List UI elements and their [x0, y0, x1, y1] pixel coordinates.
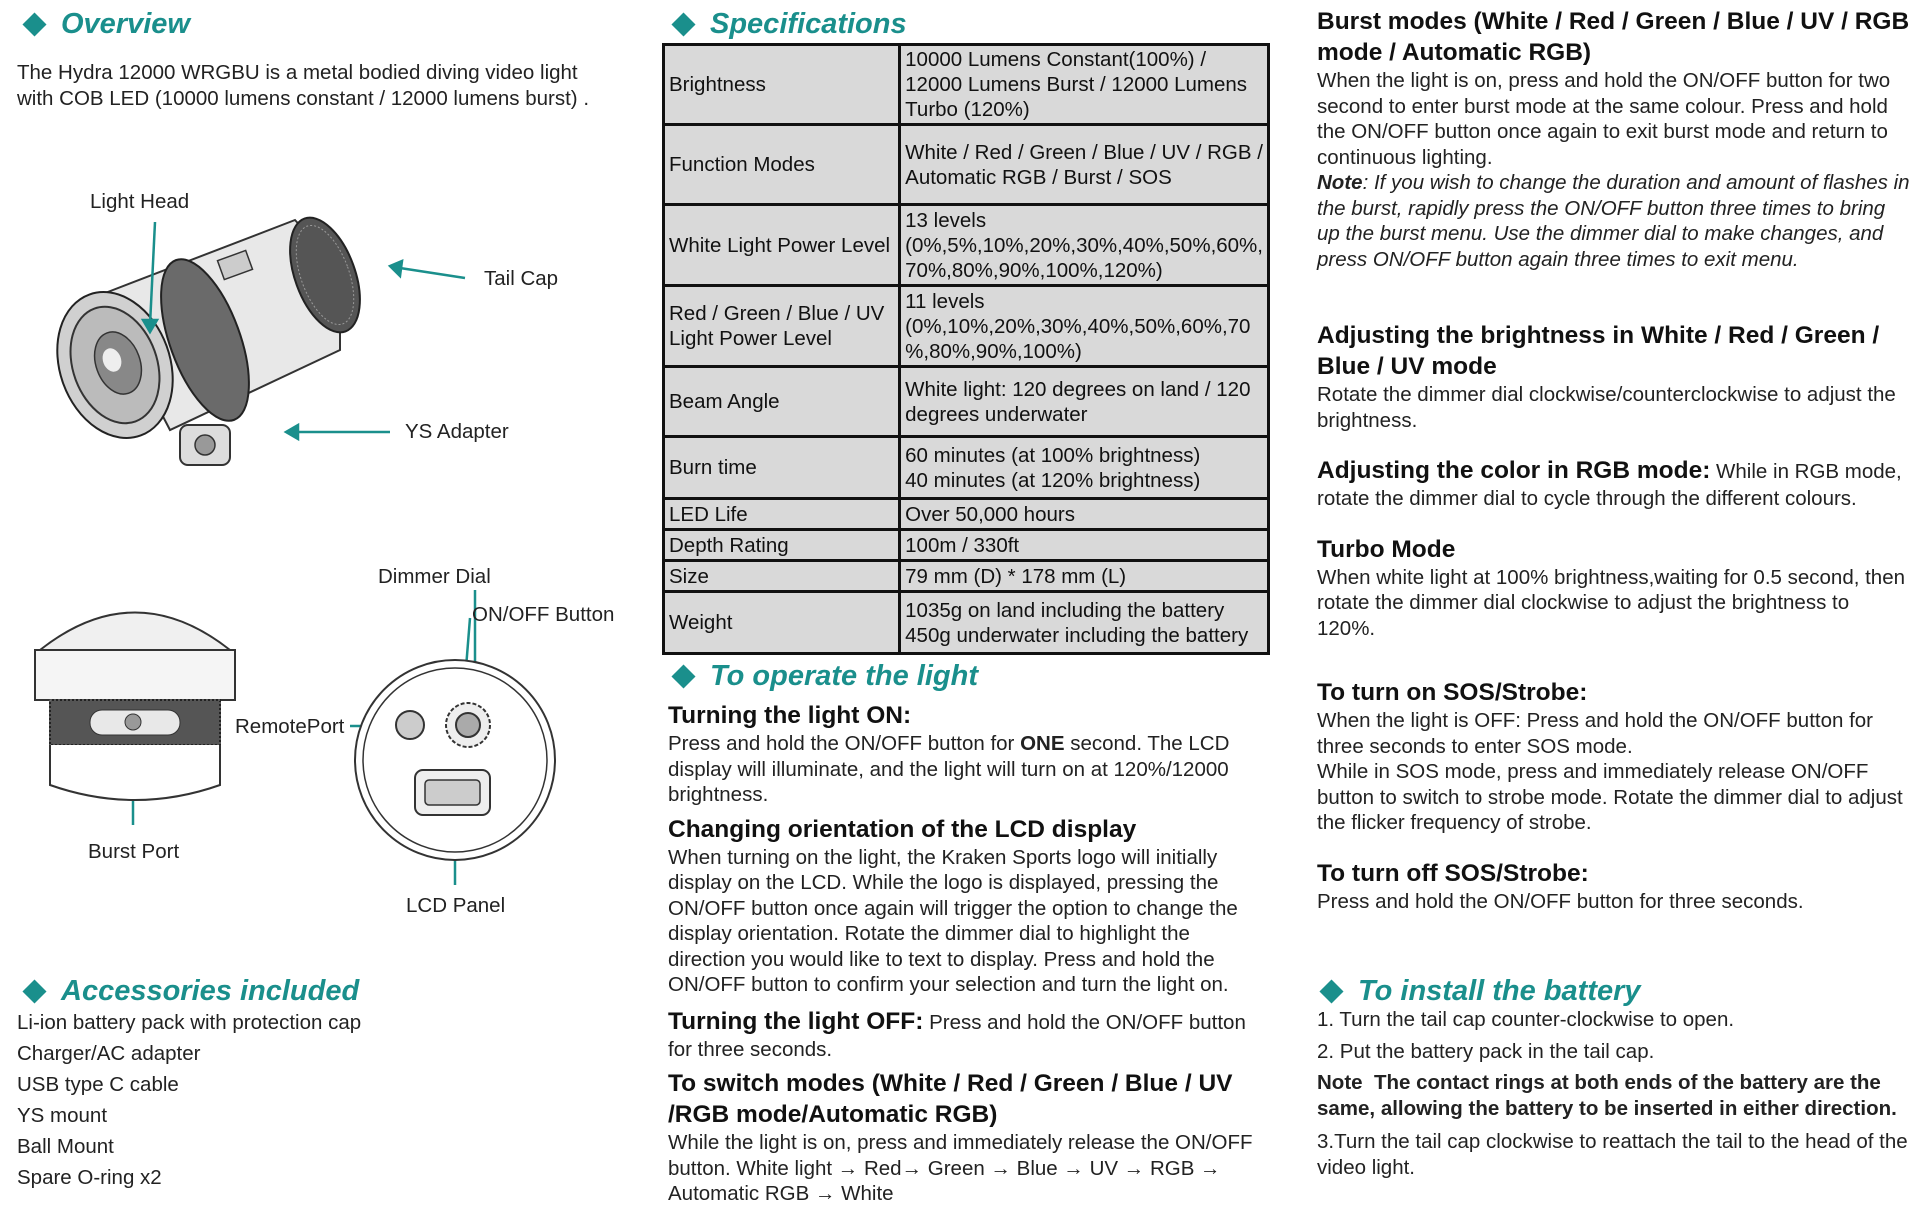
- table-row: [664, 286, 1269, 367]
- table-row: [664, 367, 1269, 437]
- diamond-bullet-icon: [671, 664, 695, 688]
- table-row: [664, 437, 1269, 499]
- spec-value: 60 minutes (at 100% brightness) 40 minutes (at 120% brightness): [900, 437, 1269, 499]
- spec-value: 10000 Lumens Constant(100%) / 12000 Lumens Burst / 12000 Lumens Turbo (120%): [900, 45, 1269, 125]
- label-burst-port: Burst Port: [88, 840, 180, 863]
- list-item: Spare O-ring x2: [17, 1166, 162, 1189]
- sos-on-text-2: While in SOS mode, press and immediately release ON/OFF button to switch to strobe mode. Rotate the dimmer dial to adjust the flicker frequency of strobe.: [1317, 760, 1903, 834]
- diamond-bullet-icon: [1319, 979, 1343, 1003]
- specifications-title: Specifications: [675, 8, 907, 41]
- label-tail-cap: Tail Cap: [484, 267, 559, 290]
- sos-off-text: Press and hold the ON/OFF button for three seconds.: [1317, 889, 1804, 913]
- turn-on-text: Press and hold the ON/OFF button for ONE second. The LCD display will illuminate, and the light will turn on at 120%/12000 brightness.: [668, 732, 1230, 806]
- spec-key: Depth Rating: [664, 530, 900, 561]
- spec-key: Beam Angle: [664, 367, 900, 437]
- spec-key: Size: [664, 561, 900, 592]
- rear-view: [350, 655, 560, 865]
- operate-content: [668, 700, 1268, 1207]
- list-item: Li-ion battery pack with protection cap: [17, 1011, 362, 1034]
- spec-value: 1035g on land including the battery 450g underwater including the battery: [900, 592, 1269, 654]
- battery-title: To install the battery: [1323, 975, 1641, 1008]
- turn-off-block: [668, 1006, 1268, 1063]
- battery-step-3: 3.Turn the tail cap clockwise to reattach the tail to the head of the video light.: [1317, 1130, 1908, 1179]
- brightness-heading: Adjusting the brightness in White / Red / Green / Blue / UV mode: [1317, 322, 1880, 380]
- diamond-bullet-icon: [671, 12, 695, 36]
- spec-key: Weight: [664, 592, 900, 654]
- table-row: [664, 205, 1269, 286]
- burst-note: Note: If you wish to change the duration and amount of flashes in the burst, rapidly press the ON/OFF button three times to bring up the burst menu. Use the dimmer dial to make changes, and press ON/OFF button again three times to exit menu.: [1317, 171, 1910, 271]
- head-side-view: [30, 590, 240, 830]
- spec-value: 11 levels (0%,10%,20%,30%,40%,50%,60%,70 %,80%,90%,100%): [900, 286, 1269, 367]
- battery-content: [1317, 1007, 1912, 1180]
- burst-heading: Burst modes (White / Red / Green / Blue / UV / RGB mode / Automatic RGB): [1317, 8, 1910, 66]
- rgb-color-heading: Adjusting the color in RGB mode:: [1317, 457, 1711, 484]
- spec-key: White Light Power Level: [664, 205, 900, 286]
- spec-key: Brightness: [664, 45, 900, 125]
- spec-value: 79 mm (D) * 178 mm (L): [900, 561, 1269, 592]
- label-ys-adapter: YS Adapter: [405, 420, 509, 443]
- label-light-head: Light Head: [90, 190, 190, 213]
- brightness-text: Rotate the dimmer dial clockwise/counterclockwise to adjust the brightness.: [1317, 383, 1896, 432]
- lcd-orientation-text: When turning on the light, the Kraken Sports logo will initially display on the LCD. While the logo is displayed, pressing the ON/OFF button once again will trigger the option to change the display orientation. Rotate the dimmer dial to highlight the direction you would like to text to display. Press and hold the ON/OFF button to confirm your selection and turn the light on.: [668, 845, 1238, 996]
- list-item: Charger/AC adapter: [17, 1042, 201, 1065]
- list-item: USB type C cable: [17, 1073, 179, 1096]
- battery-note: Note The contact rings at both ends of the battery are the same, allowing the battery to be inserted in either direction.: [1317, 1071, 1897, 1120]
- rgb-color-text: While in RGB mode, rotate the dimmer dial to cycle through the different colours.: [1317, 460, 1902, 510]
- list-item: Ball Mount: [17, 1135, 114, 1158]
- turn-off-text: Press and hold the ON/OFF button for three seconds.: [668, 1010, 1246, 1061]
- sos-on-heading: To turn on SOS/Strobe:: [1317, 679, 1588, 706]
- specifications-table: [662, 43, 1270, 655]
- spec-value: White light: 120 degrees on land / 120 degrees underwater: [900, 367, 1269, 437]
- sos-off-heading: To turn off SOS/Strobe:: [1317, 859, 1589, 887]
- accessories-title: Accessories included: [26, 975, 359, 1008]
- spec-key: Burn time: [664, 437, 900, 499]
- overview-title: Overview: [26, 8, 190, 41]
- battery-step-1: 1. Turn the tail cap counter-clockwise to open.: [1317, 1008, 1735, 1031]
- table-row: [664, 45, 1269, 125]
- sos-on-text-1: When the light is OFF: Press and hold the ON/OFF button for three seconds to enter SOS mode.: [1317, 709, 1874, 758]
- burst-text: When the light is on, press and hold the ON/OFF button for two second to enter burst mode at the same colour. Press and hold the ON/OFF button once again to exit burst mode and return to continuous lighting.: [1317, 69, 1891, 169]
- switch-modes-text: While the light is on, press and immediately release the ON/OFF button. White light → Red→ Green → Blue → UV → RGB → Automatic RGB → White: [668, 1131, 1253, 1205]
- turn-off-heading: Turning the light OFF:: [668, 1007, 924, 1035]
- table-row: [664, 561, 1269, 592]
- right-column: [1317, 6, 1912, 914]
- rgb-color-block: [1317, 455, 1912, 512]
- label-lcd-panel: LCD Panel: [406, 894, 506, 917]
- battery-step-2: 2. Put the battery pack in the tail cap.: [1317, 1039, 1655, 1063]
- overview-text: The Hydra 12000 WRGBU is a metal bodied diving video light with COB LED (10000 lumens constant / 12000 lumens burst) .: [17, 61, 590, 110]
- table-row: [664, 592, 1269, 654]
- turbo-heading: Turbo Mode: [1317, 535, 1456, 563]
- spec-value: White / Red / Green / Blue / UV / RGB / Automatic RGB / Burst / SOS: [900, 125, 1269, 205]
- operate-title: To operate the light: [675, 660, 978, 693]
- table-row: [664, 530, 1269, 561]
- spec-value: 13 levels (0%,5%,10%,20%,30%,40%,50%,60%, 70%,80%,90%,100%,120%): [900, 205, 1269, 286]
- spec-key: Red / Green / Blue / UV Light Power Level: [664, 286, 900, 367]
- switch-modes-heading: To switch modes (White / Red / Green / Blue / UV /RGB mode/Automatic RGB): [668, 1070, 1233, 1128]
- spec-value: 100m / 330ft: [900, 530, 1269, 561]
- list-item: YS mount: [17, 1104, 108, 1127]
- spec-key: Function Modes: [664, 125, 900, 205]
- table-row: [664, 499, 1269, 530]
- turbo-text: When white light at 100% brightness,waiting for 0.5 second, then rotate the dimmer dial clockwise to adjust the brightness to 120%.: [1317, 565, 1906, 640]
- table-row: [664, 125, 1269, 205]
- spec-value: Over 50,000 hours: [900, 499, 1269, 530]
- turn-on-heading: Turning the light ON:: [668, 702, 912, 729]
- label-remote-port: RemotePort: [235, 715, 345, 738]
- label-onoff-button: ON/OFF Button: [472, 603, 615, 626]
- spec-key: LED Life: [664, 499, 900, 530]
- lcd-orientation-heading: Changing orientation of the LCD display: [668, 815, 1137, 843]
- label-dimmer-dial: Dimmer Dial: [378, 565, 491, 588]
- diamond-bullet-icon: [22, 979, 46, 1003]
